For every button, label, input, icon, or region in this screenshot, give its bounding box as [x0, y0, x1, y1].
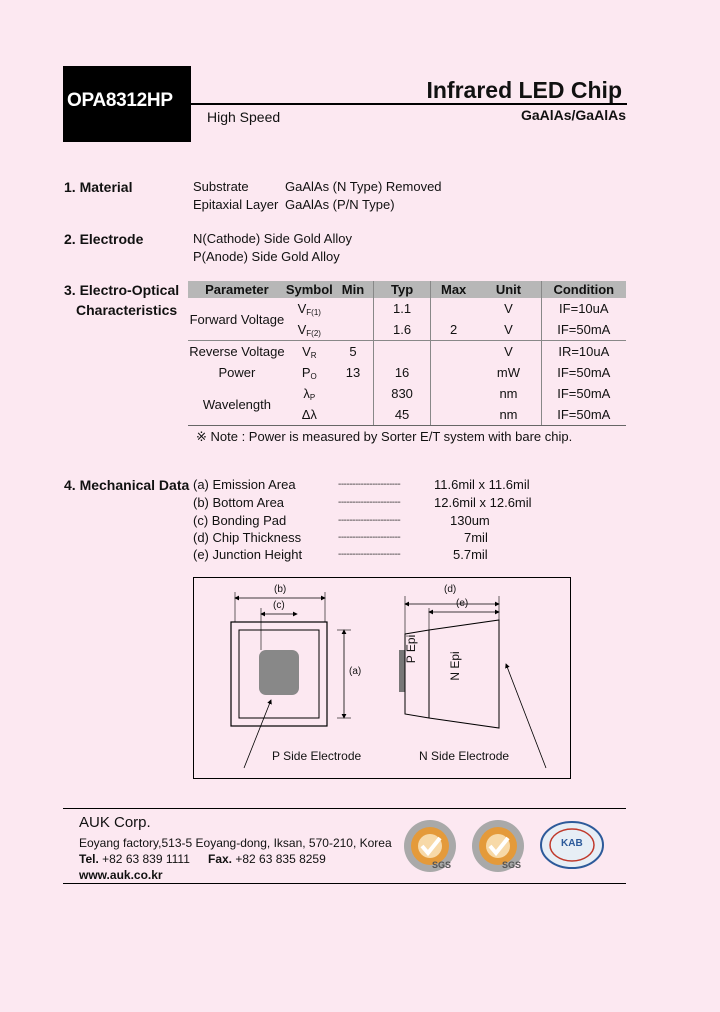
mech-label-e: (e) Junction Height: [193, 547, 303, 562]
param-wavelength: Wavelength: [188, 383, 286, 426]
dim-label-b: (b): [274, 584, 287, 595]
material-value-substrate: GaAlAs (N Type) Removed: [285, 179, 442, 194]
company-name: AUK Corp.: [79, 814, 151, 831]
mech-label-b: (b) Bottom Area: [193, 495, 285, 510]
wl1-max: [430, 383, 476, 404]
vr-min: 5: [333, 341, 374, 363]
symbol-vf2-sub: F(2): [306, 328, 321, 338]
mech-value-b: 12.6mil x 12.6mil: [434, 495, 532, 510]
n-epi-label: N Epi: [448, 651, 462, 681]
po-condition: IF=50mA: [557, 365, 611, 380]
col-typ: Typ: [374, 281, 431, 298]
vf1-typ: 1.1: [374, 298, 431, 319]
p-epi-label: P Epi: [404, 634, 418, 664]
symbol-vf2-main: V: [297, 321, 307, 337]
symbol-vr: [286, 341, 333, 363]
vr-unit: V: [476, 341, 541, 363]
chip-top-view: [231, 592, 351, 768]
table-row: [188, 298, 626, 319]
vf2-max: 2: [430, 319, 476, 341]
section-mechanical-heading: 4. Mechanical Data: [64, 477, 190, 493]
col-condition: Condition: [541, 281, 626, 298]
company-address: Eoyang factory,513-5 Eoyang-dong, Iksan, 570-210, Korea: [79, 836, 392, 850]
wl2-condition: IF=50mA: [541, 404, 626, 426]
table-row: [188, 383, 626, 404]
mech-leader-a: ----------------------: [338, 479, 401, 490]
symbol-po: [286, 362, 333, 383]
dim-label-e: (e): [456, 598, 469, 609]
page-title: Infrared LED Chip: [426, 77, 622, 103]
dim-label-a: (a): [349, 666, 362, 677]
symbol-po-main: P: [301, 364, 311, 380]
vf2-condition: IF=50mA: [541, 319, 626, 341]
symbol-lambda-sub: P: [309, 392, 316, 402]
wl1-typ: 830: [374, 383, 431, 404]
tel-label: Tel.: [79, 852, 99, 866]
symbol-vf1-sub: F(1): [306, 307, 321, 317]
p-side-electrode-label: P Side Electrode: [272, 749, 362, 763]
footer-rule-top: [63, 808, 626, 809]
symbol-vf2: [286, 319, 333, 341]
company-phone: [79, 852, 190, 866]
symbol-po-sub: O: [310, 371, 317, 381]
symbol-vr-sub: R: [310, 350, 317, 360]
po-typ: 16: [374, 362, 431, 383]
vf1-min: [333, 298, 374, 319]
section-electrode-heading: 2. Electrode: [64, 231, 144, 247]
footer-rule-bottom: [63, 883, 626, 884]
table-header-row: [188, 281, 626, 298]
wl1-min: [333, 383, 374, 404]
mech-value-e: 5.7mil: [453, 547, 488, 562]
dim-label-c: (c): [273, 600, 285, 611]
col-unit: Unit: [476, 281, 541, 298]
seal2-sgs-text: SGS: [502, 860, 522, 870]
dim-label-d: (d): [444, 584, 457, 595]
mech-leader-b: ----------------------: [338, 497, 401, 508]
chip-side-view: [399, 596, 546, 768]
po-min: 13: [333, 362, 374, 383]
company-fax: [208, 852, 326, 866]
electrode-line-n: N(Cathode) Side Gold Alloy: [193, 231, 352, 246]
col-symbol: Symbol: [285, 282, 333, 297]
vf1-condition: IF=10uA: [559, 301, 609, 316]
vf1-unit: V: [476, 298, 541, 319]
electrode-line-p: P(Anode) Side Gold Alloy: [193, 249, 340, 264]
vf2-typ: 1.6: [374, 319, 431, 341]
param-reverse-voltage: Reverse Voltage: [189, 344, 285, 359]
fax-label: Fax.: [208, 852, 233, 866]
symbol-lambda-p: [286, 383, 333, 404]
symbol-vf1: [286, 298, 333, 319]
section-eo-heading-1: 3. Electro-Optical: [64, 282, 180, 298]
col-min: Min: [333, 281, 374, 298]
tel-value: +82 63 839 1111: [102, 852, 190, 866]
part-number: OPA8312HP: [67, 90, 173, 111]
wl2-max: [430, 404, 476, 426]
company-website[interactable]: www.auk.co.kr: [79, 868, 163, 882]
symbol-lambda-main: λ: [303, 385, 310, 401]
po-unit: mW: [476, 362, 541, 383]
vf2-unit: V: [476, 319, 541, 341]
chip-diagram-svg: [194, 578, 570, 778]
mech-value-c: 130um: [450, 513, 490, 528]
eo-characteristics-table: [188, 281, 626, 426]
mech-leader-d: ----------------------: [338, 532, 401, 543]
vr-max: [430, 341, 476, 363]
mech-leader-c: ----------------------: [338, 515, 401, 526]
n-side-electrode-label: N Side Electrode: [419, 749, 510, 763]
vf2-min: [333, 319, 374, 341]
wl2-typ: 45: [374, 404, 431, 426]
col-parameter: Parameter: [188, 281, 286, 298]
material-value-epitaxial: GaAlAs (P/N Type): [285, 197, 395, 212]
section-material-heading: 1. Material: [64, 179, 133, 195]
table-row: [188, 362, 626, 383]
table-row: [188, 341, 626, 363]
mech-value-d: 7mil: [464, 530, 488, 545]
wl1-condition: IF=50mA: [557, 386, 611, 401]
material-subtitle: GaAlAs/GaAlAs: [520, 107, 626, 123]
symbol-vf1-main: V: [297, 300, 307, 316]
mech-leader-e: ----------------------: [338, 549, 401, 560]
param-forward-voltage: Forward Voltage: [188, 298, 286, 341]
wl2-unit: nm: [476, 404, 541, 426]
material-label-epitaxial: Epitaxial Layer: [193, 197, 279, 212]
power-note: ※ Note : Power is measured by Sorter E/T system with bare chip.: [196, 429, 573, 444]
seal1-sgs-text: SGS: [432, 860, 452, 870]
mech-label-c: (c) Bonding Pad: [193, 513, 287, 528]
bonding-pad: [259, 650, 299, 695]
vr-typ: [374, 341, 431, 363]
fax-value: +82 63 835 8259: [235, 852, 326, 866]
mech-value-a: 11.6mil x 11.6mil: [434, 477, 530, 492]
col-max: Max: [430, 281, 476, 298]
section-eo-heading-2: Characteristics: [76, 302, 178, 318]
page-subtitle: High Speed: [207, 109, 281, 125]
material-label-substrate: Substrate: [193, 179, 249, 194]
mech-label-a: (a) Emission Area: [193, 477, 296, 492]
wl1-unit: nm: [476, 383, 541, 404]
kab-seal-text: KAB: [561, 838, 583, 849]
symbol-delta-lambda: Δλ: [286, 404, 333, 426]
vr-condition: IR=10uA: [558, 344, 610, 359]
param-power: Power: [218, 365, 256, 380]
symbol-vr-main: V: [302, 343, 311, 359]
po-max: [430, 362, 476, 383]
wl2-min: [333, 404, 374, 426]
vf1-max: [430, 298, 476, 319]
chip-diagram: [193, 577, 571, 779]
mech-label-d: (d) Chip Thickness: [193, 530, 302, 545]
